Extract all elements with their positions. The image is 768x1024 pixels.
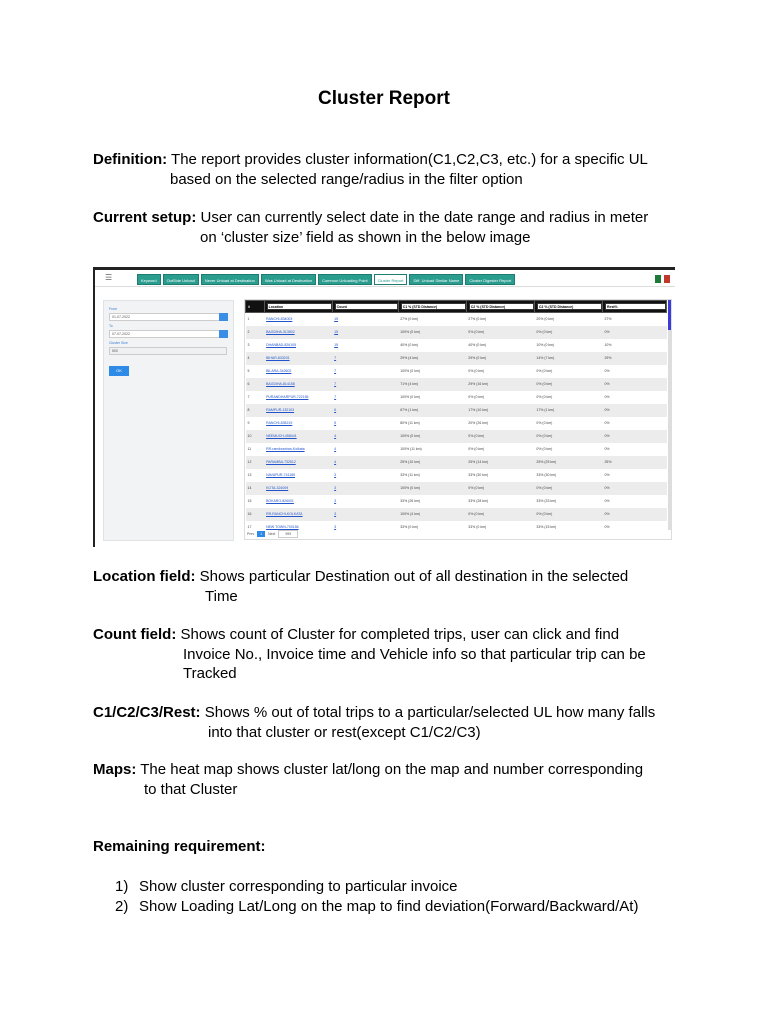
table-cell: 15 [334,317,339,322]
cluster-table [245,300,667,534]
table-cell: NEEMUCH-458441 [264,430,332,443]
table-cell: 16 [246,508,265,521]
table-row [246,417,667,430]
table-cell: BOKARO-826001 [266,499,294,503]
table-cell: RANCHI-834003 [266,317,293,322]
table-cell: 14 [246,482,265,495]
table-cell: 33% (0 km) [468,525,487,529]
table-cell: 2 [246,326,265,339]
table-cell: 67% (1 km) [398,404,466,417]
column-header [534,301,602,313]
requirement-text: Show Loading Lat/Long on the map to find deviation(Forward/Backward/At) [139,897,639,915]
table-cell: 0% [604,499,610,503]
maps-text-2: to that Cluster [144,780,238,798]
table-row [246,404,667,417]
table-row [246,378,667,391]
hamburger-menu-icon: ☰ [105,273,113,282]
page-size-input: 999 [278,530,298,538]
table-row [246,326,667,339]
table-cell: 40% (0 km) [468,343,487,347]
table-row [246,391,667,404]
table-cell: 7 [332,378,398,391]
table-cell: 33% (11 km) [400,473,420,477]
table-cell: 0% (0 km) [536,421,553,425]
maps-text-1: The heat map shows cluster lat/long on the map and number corresponding [136,761,644,778]
table-cell: 0% [604,395,610,399]
c1c2c3-label: C1/C2/C3/Rest: [93,704,201,721]
table-row [246,482,667,495]
table-cell: 0% (0 km) [534,430,602,443]
table-cell: 33% (30 km) [536,473,557,477]
table-cell: 20% (26 km) [468,421,489,425]
pagination [247,530,298,538]
cluster-size-label: Cluster Size [109,341,128,345]
table-cell: 7 [334,395,337,399]
table-cell: 20% (0 km) [536,317,555,322]
definition-text-1: The report provides cluster information(C1,C2,C3, etc.) for a specific UL [167,151,648,168]
table-scrollbar-thumb [668,300,671,330]
table-cell: 4 [332,430,398,443]
table-row [246,443,667,456]
current-setup-paragraph [93,208,693,247]
table-cell: 10% [604,343,612,347]
table-row [246,456,667,469]
table-cell: 4 [246,352,265,365]
table-cell: 6 [246,378,265,391]
table-cell: 17 [247,525,252,529]
filter-panel [103,300,234,541]
table-cell: 0% (0 km) [534,482,602,495]
pdf-export-icon [664,275,670,283]
to-label: To [109,324,113,328]
table-cell: 12 [246,456,265,469]
excel-export-icon [655,275,661,283]
table-row [246,365,667,378]
requirement-number: 2) [115,897,129,915]
report-tab: Keyword [137,274,161,285]
table-cell: 100% (0 km) [398,326,466,339]
table-cell: 0% [602,430,666,443]
table-cell: RR-RANCHI-KOLKATA [264,508,332,521]
table-cell: 25% (14 km) [466,456,534,469]
table-cell: 5 [247,369,250,373]
ok-button: OK [109,366,129,376]
table-cell: 29% (0 km) [466,352,534,365]
table-cell: 0% (0 km) [534,326,602,339]
table-cell: 15 [247,499,252,503]
table-cell: 0% (0 km) [468,369,485,373]
count-field-text-2: Invoice No., Invoice time and Vehicle info so that particular trip can be [183,645,646,663]
table-cell: 9 [247,421,250,425]
current-setup-text-1: User can currently select date in the date range and radius in meter [196,209,649,226]
table-cell: 0% (0 km) [466,326,534,339]
table-cell: 29% (4 km) [398,352,466,365]
table-cell: NAVAPUR-741185 [266,473,296,477]
requirement-number: 1) [115,878,129,895]
table-cell: RAMPUR-132103 [264,404,332,417]
c1c2c3-text-1: Shows % out of total trips to a particular/selected UL how many falls [200,704,656,721]
table-cell: PURANDHARPUR-722155 [266,395,309,399]
table-cell: 5 [334,421,337,425]
column-header [398,301,466,313]
table-cell: 17% (10 km) [466,404,534,417]
cluster-report-screenshot [93,267,675,547]
report-tab: Cluster Report [374,274,408,285]
column-header [332,301,398,313]
table-row [246,352,667,365]
table-cell: 0% (0 km) [468,447,485,451]
table-row [246,469,667,482]
table-cell: DHANBAD-826105 [266,343,297,347]
table-cell: 100% (0 km) [398,430,466,443]
count-field-text-1: Shows count of Cluster for completed trips, user can click and find [176,626,620,643]
table-row [246,495,667,508]
cluster-size-input: 500 [109,347,227,355]
table-cell: 27% (0 km) [468,317,487,322]
table-cell: 0% [604,473,610,477]
table-cell: 3 [247,343,250,347]
table-cell: 100% (11 km) [400,447,422,451]
table-cell: 100% (0 km) [400,395,421,399]
table-body [246,313,667,534]
table-cell: BAGDIHA-313502 [264,326,332,339]
table-cell: 29% [602,352,666,365]
table-cell: 0% [602,482,666,495]
report-tab: Common Unloading Point [318,274,372,285]
calendar-icon [219,313,228,321]
table-cell: 71% (4 km) [398,378,466,391]
count-field-text-3: Tracked [183,665,237,682]
column-header-label: Location [267,303,332,310]
table-cell: 0% (0 km) [536,395,553,399]
table-cell: 4 [332,456,398,469]
table-cell: 3 [334,473,337,477]
table-cell: 100% (0 km) [398,482,466,495]
table-cell: 33% (0 km) [400,525,419,529]
requirement-item [115,897,638,917]
current-setup-label: Current setup: [93,209,197,226]
table-cell: 33% (33 km) [536,499,557,503]
definition-text-2: based on the selected range/radius in the filter option [170,170,523,188]
table-cell: 0% [602,404,666,417]
screenshot-toolbar [95,270,675,287]
location-field-paragraph [93,567,693,606]
table-cell: 0% (0 km) [468,395,485,399]
table-cell: 0% (0 km) [536,447,553,451]
table-cell: 0% [604,525,610,529]
next-page-label: Next [268,532,276,536]
table-cell: 40% (0 km) [400,343,419,347]
table-cell: 0% (0 km) [534,508,602,521]
to-date-input: 07-07-2022 [109,330,227,338]
page-title: Cluster Report [318,88,450,109]
table-cell: PARAMBA-732512 [264,456,332,469]
table-cell: 100% (0 km) [400,369,421,373]
table-cell: 27% (0 km) [400,317,419,322]
report-tab: Never Unload at Destination [201,274,259,285]
requirement-list [115,877,638,916]
table-cell: 7 [334,369,337,373]
column-header [466,301,534,313]
c1c2c3-text-2: into that cluster or rest(except C1/C2/C3) [208,723,481,741]
location-field-text-2: Time [205,587,238,605]
column-header [602,301,666,313]
maps-label: Maps: [93,761,137,778]
current-page: 1 [257,531,265,537]
table-cell: 33% (15 km) [536,525,557,529]
table-cell: 17% (1 km) [534,404,602,417]
report-tab: OutSide Unload [163,274,199,285]
table-cell: 33% (26 km) [400,499,421,503]
column-header-label: C1 % (STD Distance) [401,303,466,310]
table-cell: 0% [602,508,666,521]
table-row [246,339,667,352]
c1c2c3-paragraph [93,703,693,742]
table-cell: 7 [332,352,398,365]
column-header [246,301,265,313]
table-cell: 25% (25 km) [534,456,602,469]
table-cell: 29% (16 km) [466,378,534,391]
current-setup-text-2: on ‘cluster size’ field as shown in the below image [200,228,531,246]
table-scrollbar [668,300,671,530]
table-cell: 0% (0 km) [466,430,534,443]
table-cell: KOTA-324009 [264,482,332,495]
table-cell: RANCHI-835219 [266,421,293,425]
column-header [264,301,332,313]
table-cell: 8 [246,404,265,417]
table-cell: 15 [334,343,339,347]
table-cell: BIHAR-833201 [264,352,332,365]
location-field-label: Location field: [93,568,196,585]
table-cell: 0% [604,447,610,451]
prev-page-label: Prev [247,532,255,536]
table-cell: 3 [334,499,337,503]
table-cell: 3 [334,525,337,529]
table-row [246,508,667,521]
table-cell: 13 [247,473,252,477]
location-field-text-1: Shows particular Destination out of all destination in the selected [195,568,629,585]
table-cell: 0% [604,421,610,425]
table-cell: 27% [604,317,612,322]
table-cell: 10 [246,430,265,443]
count-field-paragraph [93,625,693,684]
table-cell: 0% (0 km) [536,369,553,373]
calendar-icon [219,330,228,338]
from-label: From [109,307,118,311]
table-cell: 0% [602,326,666,339]
requirement-text: Show cluster corresponding to particular invoice [139,878,458,895]
table-cell: BILARA-342602 [266,369,292,373]
table-cell: 25% [602,456,666,469]
from-date-input: 01-07-2022 [109,313,227,321]
table-cell: 14% (7 km) [534,352,602,365]
table-cell: 3 [332,482,398,495]
table-cell: 7 [247,395,250,399]
table-cell: 1 [247,317,250,322]
remaining-requirement-heading: Remaining requirement: [93,838,266,855]
column-header-label: C2 % (STD Distance) [469,303,534,310]
table-cell: 10% (0 km) [536,343,555,347]
table-cell: 80% (11 km) [400,421,420,425]
column-header-label: C3 % (STD Distance) [537,303,602,310]
report-tab: Was Unload at Destination [261,274,316,285]
table-cell: 100% (4 km) [398,508,466,521]
table-row [246,521,667,534]
requirement-item [115,877,638,897]
table-cell: 0% (0 km) [466,508,534,521]
table-header-row [246,301,667,313]
report-tab: Cluster Digester Report [465,274,515,285]
table-cell: 15 [332,326,398,339]
table-cell: 6 [332,404,398,417]
report-tabs [137,274,515,285]
table-cell: 4 [334,447,337,451]
table-cell: BAGDIHA-814158 [264,378,332,391]
table-row [246,430,667,443]
table-cell: 0% [602,378,666,391]
table-cell: 11 [247,447,252,451]
table-cell: RR-ramdwarhan-Kolkata [266,447,305,451]
table-cell: 25% (10 km) [398,456,466,469]
maps-paragraph [93,760,693,799]
table-cell: 0% [604,369,610,373]
report-tab: Diff. Unload Similar Name [409,274,463,285]
table-cell: 0% (0 km) [534,378,602,391]
table-cell: 3 [332,508,398,521]
table-cell: 33% (28 km) [468,499,489,503]
count-field-label: Count field: [93,626,177,643]
table-cell: 0% (0 km) [466,482,534,495]
table-cell: 33% (30 km) [468,473,489,477]
definition-label: Definition: [93,151,168,168]
column-header-label: # [248,304,250,309]
table-cell: NEW TOWN-700156 [266,525,299,529]
cluster-table-panel [244,299,672,540]
column-header-label: Rest% [605,303,666,310]
table-row [246,313,667,326]
column-header-label: Count [335,303,398,310]
definition-paragraph [93,150,693,189]
